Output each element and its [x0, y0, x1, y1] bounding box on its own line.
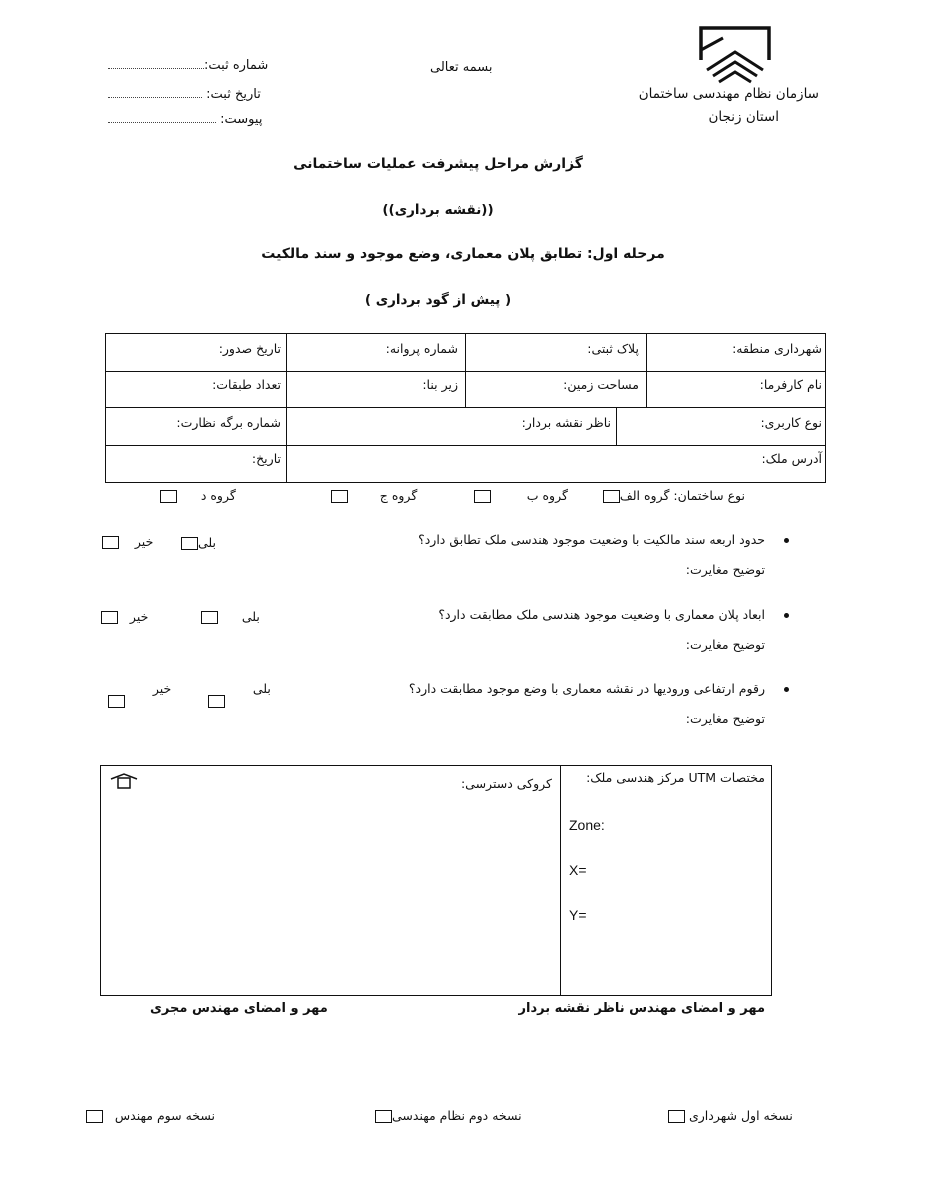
date-field[interactable]: تاریخ: [251, 451, 281, 466]
surveyor-supervisor-field[interactable]: ناظر نقشه بردار: [521, 415, 611, 430]
question-3-explain: توضیح مغایرت: [685, 711, 765, 726]
group-b-label: گروه ب [526, 488, 568, 503]
question-1-text: حدود اربعه سند مالکیت با وضعیت موجود هندسی ملک تطابق دارد؟ [418, 532, 765, 547]
yes-label: بلی [241, 609, 260, 624]
land-area-field[interactable]: مساحت زمین: [563, 377, 639, 392]
coords-sketch-box [100, 765, 772, 996]
no-label: خیر [129, 609, 149, 624]
registered-plate-field[interactable]: پلاک ثبتی: [587, 341, 639, 356]
building-type-group-a [603, 488, 745, 503]
reg-date-label: تاریخ ثبت: [206, 87, 261, 102]
reg-number-field[interactable] [108, 58, 268, 73]
reg-date-field[interactable] [108, 87, 261, 102]
group-c-label: گروه ج [379, 488, 418, 503]
question-3-yes [208, 681, 271, 700]
question-3-text: رقوم ارتفاعی ورودیها در نقشه معماری با وضع موجود مطابقت دارد؟ [408, 681, 765, 696]
building-type-group-c [331, 488, 417, 503]
copy-second [375, 1108, 522, 1123]
engineering-org-logo [695, 24, 775, 86]
usage-type-field[interactable]: نوع کاربری: [760, 415, 822, 430]
north-arrow-icon [109, 773, 139, 791]
question-2-no [101, 609, 148, 624]
municipality-zone-field[interactable]: شهرداری منطقه: [732, 341, 822, 356]
copy-first-checkbox[interactable] [668, 1110, 685, 1123]
question-3-no [108, 681, 172, 700]
copy-second-checkbox[interactable] [375, 1110, 392, 1123]
building-type-group-b [474, 488, 568, 503]
surveyor-signature-label: مهر و امضای مهندس ناظر نقشه بردار [518, 1001, 765, 1016]
zone-field[interactable]: Zone: [569, 817, 605, 833]
report-subtitle: ((نقشه برداری)) [382, 202, 494, 218]
question-2-yes [201, 609, 260, 624]
x-coordinate-field[interactable]: X= [569, 862, 587, 878]
issue-date-field[interactable]: تاریخ صدور: [218, 341, 281, 356]
group-c-checkbox[interactable] [331, 490, 348, 503]
attachment-label: پیوست: [220, 112, 263, 127]
access-sketch-label: کروکی دسترسی: [460, 776, 552, 791]
yes-checkbox[interactable] [208, 695, 225, 708]
copy-first [668, 1108, 793, 1123]
question-1-yes [181, 535, 216, 550]
utm-label: مختصات UTM مرکز هندسی ملک: [586, 770, 765, 785]
no-label: خیر [152, 681, 172, 696]
no-checkbox[interactable] [101, 611, 118, 624]
floors-count-field[interactable]: تعداد طبقات: [212, 377, 281, 392]
bullet-icon [784, 613, 789, 618]
invocation: بسمه تعالی [430, 60, 493, 75]
copy-third [86, 1108, 215, 1123]
no-checkbox[interactable] [108, 695, 125, 708]
reg-number-label: شماره ثبت: [204, 58, 269, 73]
attachment-field[interactable] [108, 112, 262, 127]
no-checkbox[interactable] [102, 536, 119, 549]
report-title: گزارش مراحل پیشرفت عملیات ساختمانی [293, 156, 583, 172]
box-divider [560, 765, 561, 996]
org-name: سازمان نظام مهندسی ساختمان [638, 86, 819, 102]
stage-title: مرحله اول: تطابق پلان معماری، وضع موجود و سند مالکیت [261, 246, 665, 262]
group-d-label: گروه د [200, 488, 236, 503]
employer-name-field[interactable]: نام کارفرما: [759, 377, 822, 392]
building-type-group-d [160, 488, 236, 503]
group-a-checkbox[interactable] [603, 490, 620, 503]
yes-label: بلی [252, 681, 271, 696]
permit-number-field[interactable]: شماره پروانه: [385, 341, 458, 356]
built-area-field[interactable]: زیر بنا: [422, 377, 458, 392]
copy-second-label: نسخه دوم نظام مهندسی [392, 1108, 522, 1123]
yes-label: بلی [198, 535, 217, 550]
question-2-text: ابعاد پلان معماری با وضعیت موجود هندسی ملک مطابقت دارد؟ [438, 607, 765, 622]
executor-signature-label: مهر و امضای مهندس مجری [150, 1001, 328, 1016]
y-coordinate-field[interactable]: Y= [569, 907, 587, 923]
question-1-explain: توضیح مغایرت: [685, 562, 765, 577]
property-address-field[interactable]: آدرس ملک: [761, 451, 822, 466]
building-type-label: نوع ساختمان: گروه الف [619, 488, 745, 503]
bullet-icon [784, 687, 789, 692]
yes-checkbox[interactable] [181, 537, 198, 550]
copy-third-label: نسخه سوم مهندس [114, 1108, 215, 1123]
no-label: خیر [134, 534, 154, 549]
group-d-checkbox[interactable] [160, 490, 177, 503]
supervision-sheet-field[interactable]: شماره برگه نظارت: [176, 415, 281, 430]
org-province: استان زنجان [708, 109, 779, 125]
yes-checkbox[interactable] [201, 611, 218, 624]
question-1-no [102, 534, 153, 549]
group-b-checkbox[interactable] [474, 490, 491, 503]
copy-third-checkbox[interactable] [86, 1110, 103, 1123]
bullet-icon [784, 538, 789, 543]
question-2-explain: توضیح مغایرت: [685, 637, 765, 652]
copy-first-label: نسخه اول شهرداری [688, 1108, 793, 1123]
phase-title: ( پیش از گود برداری ) [364, 292, 512, 308]
